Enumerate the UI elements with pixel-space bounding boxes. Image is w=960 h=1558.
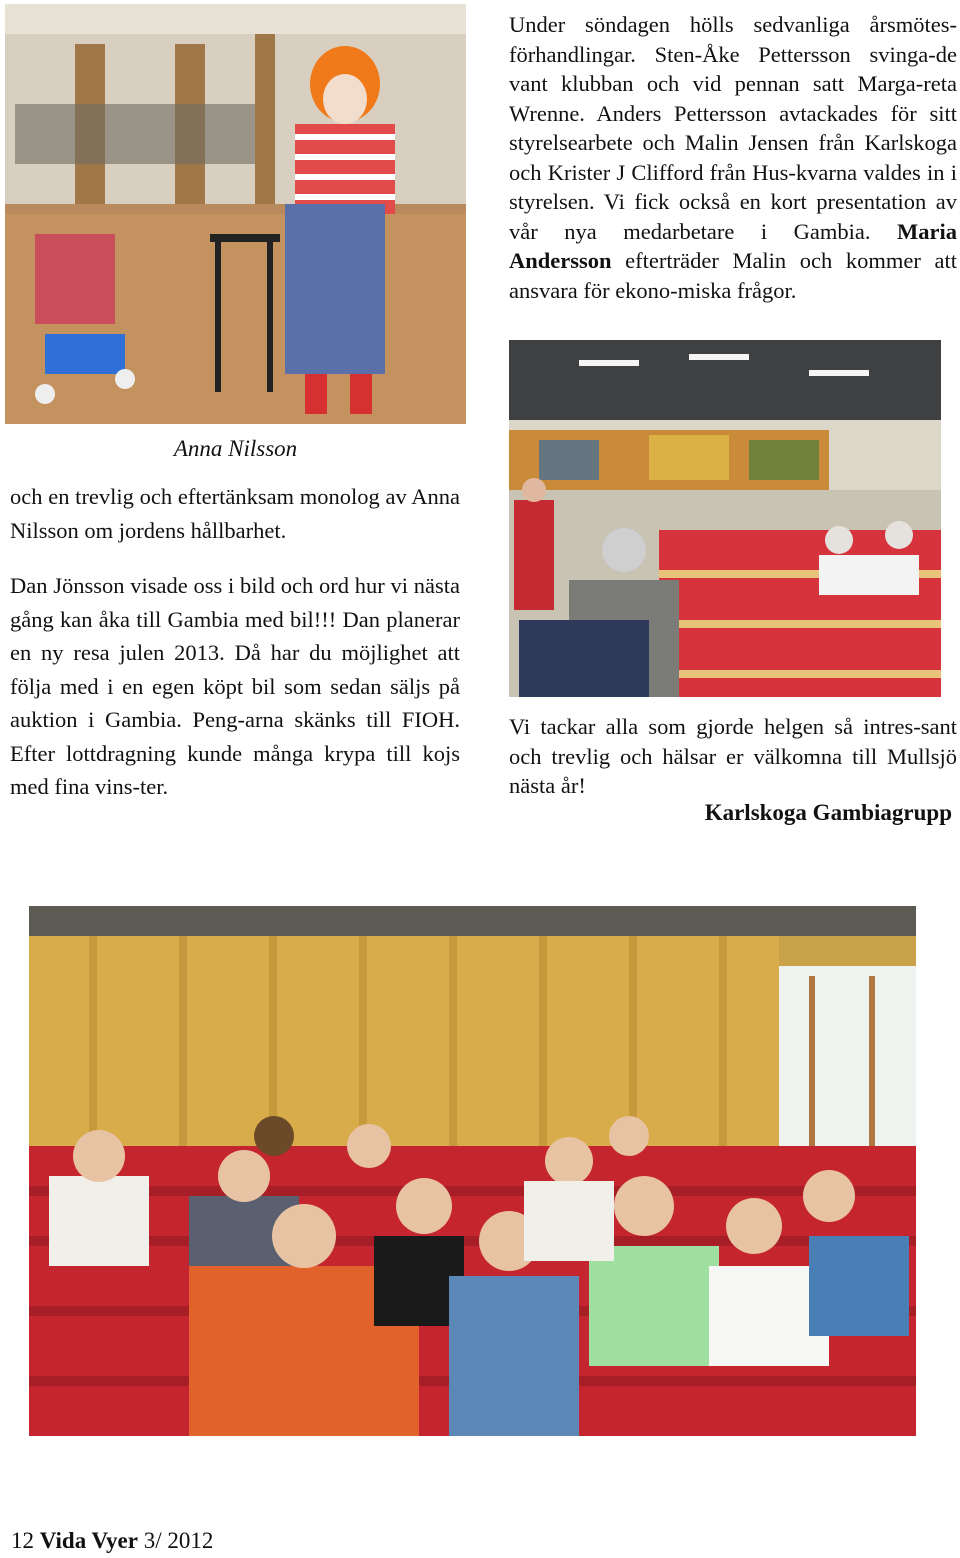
maria-andersson-name: Maria Andersson	[509, 218, 957, 273]
audience-photo-small	[509, 340, 941, 697]
dan-jonsson-paragraph: Dan Jönsson visade oss i bild och ord hur vi nästa gång kan åka till Gambia med bil!!! Dan planerar en ny resa julen 2013. Då har du möjlighet att följa med i en egen köpt bil som sedan säljs på auktion i Gambia. Peng-arna skänks till FIOH. Efter lottdragning kunde många krypa till kojs med fina vins-ter.	[10, 573, 460, 799]
monolog-paragraph: och en trevlig och eftertänksam monolog av Anna Nilsson om jordens hållbarhet.	[10, 484, 460, 543]
clown-photo	[5, 4, 466, 424]
issue-number: 3/ 2012	[143, 1528, 214, 1553]
signature: Karlskoga Gambiagrupp	[704, 800, 952, 825]
page-number: 12	[11, 1528, 34, 1553]
page-footer	[11, 1528, 213, 1554]
clown-caption: Anna Nilsson	[173, 436, 298, 461]
audience-photo-large	[29, 906, 916, 1436]
annual-meeting-text-1: Under söndagen hölls sedvanliga årsmötes-förhandlingar. Sten-Åke Pettersson svinga-de vant klubban och vid pennan satt Marga-reta Wrenne. Anders Pettersson avtackades för sitt styrelsearbete och Malin Jensen från Karlskoga och Krister J Clifford från Hus-kvarna valdes in i styrelsen. Vi fick också en kort presentation av vår nya medarbetare i Gambia.	[509, 12, 957, 244]
annual-meeting-text-2: efterträder Malin och kommer att ansvara för ekono-miska frågor.	[509, 248, 957, 303]
annual-meeting-paragraph	[509, 10, 957, 305]
thanks-paragraph: Vi tackar alla som gjorde helgen så intres-sant och trevlig och hälsar er välkomna till Mullsjö nästa år!	[509, 714, 957, 798]
magazine-title: Vida Vyer	[39, 1528, 138, 1553]
